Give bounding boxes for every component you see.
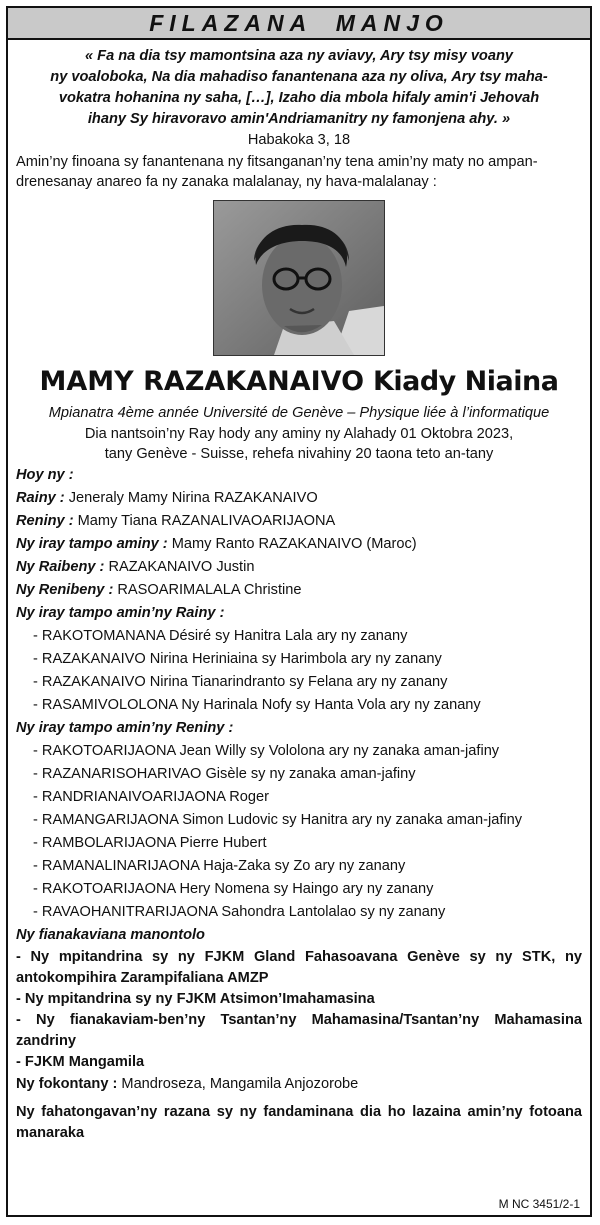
notice-frame (6, 6, 592, 1217)
quote-line: « Fa na dia tsy mamontsina aza ny aviavy, Ary tsy misy voany (84, 48, 513, 64)
notice-title: FILAZANA MANJO (149, 9, 449, 36)
family-label: Rainy : (16, 490, 65, 506)
list-item: - RAMBOLARIJAONA Pierre Hubert (33, 835, 267, 851)
quote-line: vokatra hohanina ny saha, […], Izaho dia mbola hifaly amin'i Jehovah (58, 90, 540, 106)
family-value: RAZAKANAIVO Justin (104, 559, 255, 575)
closing-text: Ny fahatongavan’ny razana sy ny fandaminana dia ho lazaina amin’ny fotoana manaraka (16, 1104, 582, 1141)
quote-line: ihany Sy hiravoravo amin'Andriamanitry ny famonjena ahy. » (87, 111, 511, 127)
rainy-siblings-heading: Ny iray tampo amin’ny Rainy : (16, 605, 225, 621)
list-item: - RAZAKANAIVO Nirina Heriniaina sy Harimbola ary ny zanany (33, 651, 442, 667)
family-row (16, 579, 582, 602)
deceased-name (16, 365, 582, 399)
family-label: Ny Raibeny : (16, 559, 105, 575)
death-line: tany Genève - Suisse, rehefa nivahiny 20 taona teto an-tany (104, 446, 494, 462)
quote-line: ny voaloboka, Na dia mahadiso fanantenana aza ny oliva, Ary tsy maha- (50, 69, 548, 85)
list-item: - RAZANARISOHARIVAO Gisèle sy ny zanaka aman-jafiny (33, 766, 416, 782)
portrait-illustration (214, 201, 384, 355)
deceased-last-name: MAMY RAZAKANAIVO (39, 366, 365, 397)
bible-quote (16, 46, 582, 130)
family-value: Mamy Ranto RAZAKANAIVO (Maroc) (167, 536, 417, 552)
family-row (16, 510, 582, 533)
list-item: - RAMANALINARIJAONA Haja-Zaka sy Zo ary ny zanany (33, 858, 406, 874)
death-line: Dia nantsoin’ny Ray hody any aminy ny Alahady 01 Oktobra 2023, (84, 426, 514, 442)
family-label: Reniny : (16, 513, 74, 529)
family-heading: Hoy ny : (16, 467, 74, 483)
notice-header (8, 8, 590, 40)
list-item: - RASAMIVOLOLONA Ny Harinala Nofy sy Hanta Vola ary ny zanany (33, 697, 481, 713)
intro-line: drenesanay anareo fa ny zanaka malalanay, ny hava-malalanay : (16, 174, 437, 190)
family-row (16, 487, 582, 510)
fokontany-label: Ny fokontany : (16, 1076, 118, 1092)
reniny-siblings-heading: Ny iray tampo amin’ny Reniny : (16, 720, 234, 736)
family-label: Ny iray tampo aminy : (16, 536, 168, 552)
intro-line: Amin’ny finoana sy fanantenana ny fitsanganan’ny tena amin’ny maty no ampan- (16, 154, 538, 170)
family-value: RASOARIMALALA Christine (113, 582, 302, 598)
photo-container (16, 200, 582, 356)
family-row (16, 556, 582, 579)
fokontany-value: Mandroseza, Mangamila Anjozorobe (117, 1076, 359, 1092)
family-whole-heading: Ny fianakaviana manontolo (16, 927, 205, 943)
deceased-occupation: Mpianatra 4ème année Université de Genève – Physique liée à l’informatique (48, 405, 550, 421)
list-item: - RAKOTOARIJAONA Hery Nomena sy Haingo ary ny zanany (33, 881, 434, 897)
list-item: - RANDRIANAIVOARIJAONA Roger (33, 789, 269, 805)
family-value: Jeneraly Mamy Nirina RAZAKANAIVO (64, 490, 318, 506)
list-item: - RAVAOHANITRARIJAONA Sahondra Lantolalao sy ny zanany (33, 904, 446, 920)
intro-text (16, 152, 582, 192)
list-item: - RAKOTOARIJAONA Jean Willy sy Vololona ary ny zanaka aman-jafiny (33, 743, 500, 759)
quote-reference: Habakoka 3, 18 (247, 132, 351, 148)
family-label: Ny Renibeny : (16, 582, 114, 598)
list-item: - RAMANGARIJAONA Simon Ludovic sy Hanitra ary ny zanaka aman-jafiny (33, 812, 523, 828)
reference-code: M NC 3451/2-1 (498, 1197, 580, 1211)
notice-content (8, 40, 590, 1144)
family-row (16, 533, 582, 556)
church-item: - Ny mpitandrina sy ny FJKM Gland Fahasoavana Genève sy ny STK, ny antokompihira Zarampifaliana AMZP (16, 949, 582, 986)
fokontany-row (16, 1073, 582, 1096)
list-item: - RAKOTOMANANA Désiré sy Hanitra Lala ary ny zanany (33, 628, 408, 644)
portrait-photo (213, 200, 385, 356)
deceased-first-name: Kiady Niaina (372, 366, 559, 397)
church-item: - Ny mpitandrina sy ny FJKM Atsimon’Imahamasina (16, 991, 375, 1007)
family-value: Mamy Tiana RAZANALIVAOARIJAONA (73, 513, 336, 529)
church-item: - FJKM Mangamila (16, 1054, 145, 1070)
list-item: - RAZAKANAIVO Nirina Tianarindranto sy Felana ary ny zanany (33, 674, 448, 690)
church-item: - Ny fianakaviam-ben’ny Tsantan’ny Mahamasina/Tsantan’ny Mahamasina zandriny (16, 1012, 582, 1049)
